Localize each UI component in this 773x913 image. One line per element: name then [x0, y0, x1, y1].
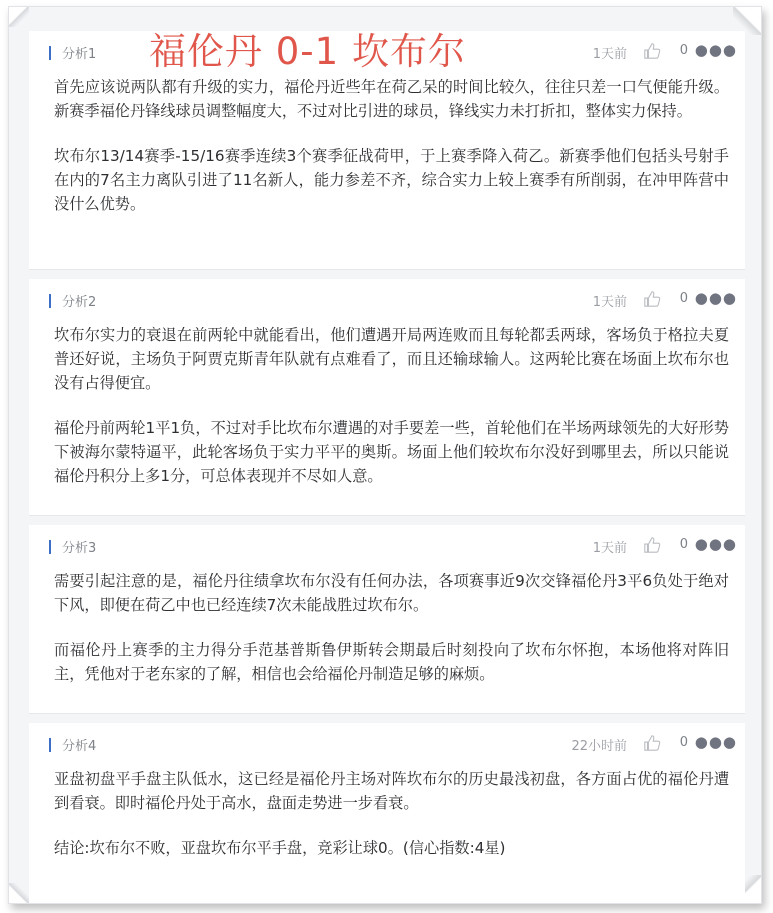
analysis-card-4 — [29, 723, 745, 903]
accent-bar — [49, 738, 51, 752]
card-label: 分析2 — [62, 295, 97, 310]
like-count: 0 — [679, 537, 688, 552]
card-header — [29, 525, 745, 569]
paragraph: 需要引起注意的是，福伦丹往绩拿坎布尔没有任何办法，各项赛事近9次交锋福伦丹3平6负处于绝对下风，即便在荷乙中也已经连续7次未能战胜过坎布尔。 — [54, 572, 729, 614]
card-header — [29, 279, 745, 323]
paragraph: 福伦丹前两轮1平1负，不过对手比坎布尔遭遇的对手要差一些，首轮他们在半场两球领先的大好形势下被海尔蒙特逼平，此轮客场负于实力平平的奥斯。场面上他们较坎布尔没好到哪里去，所以只能说福伦丹积分上多1分，可总体表现并不尽如人意。 — [54, 419, 729, 485]
card-timestamp: 22小时前 — [571, 739, 627, 754]
paragraph: 而福伦丹上赛季的主力得分手范基普斯鲁伊斯转会期最后时刻投向了坎布尔怀抱，本场他将对阵旧主，凭他对于老东家的了解，相信也会给福伦丹制造足够的麻烦。 — [54, 641, 729, 683]
page-curl-bottom-left — [8, 883, 29, 904]
more-dots-icon[interactable]: ●●● — [694, 733, 737, 751]
more-dots-icon[interactable]: ●●● — [694, 289, 737, 307]
analysis-card-3 — [29, 525, 745, 714]
thumbs-up-icon[interactable] — [643, 536, 661, 554]
paragraph: 坎布尔13/14赛季-15/16赛季连续3个赛季征战荷甲，于上赛季降入荷乙。新赛季他们包括头号射手在内的7名主力离队引进了11名新人，能力参差不齐，综合实力上较上赛季有所削弱，在冲甲阵营中没什么优势。 — [54, 147, 729, 213]
more-dots-icon[interactable]: ●●● — [694, 535, 737, 553]
thumbs-up-icon[interactable] — [643, 734, 661, 752]
analysis-card-2 — [29, 279, 745, 516]
paragraph: 结论:坎布尔不败，亚盘坎布尔平手盘，竞彩让球0。(信心指数:4星) — [54, 839, 506, 857]
accent-bar — [49, 46, 51, 60]
page-curl-top-left — [8, 6, 29, 27]
card-header — [29, 723, 745, 767]
more-dots-icon[interactable]: ●●● — [694, 41, 737, 59]
page-title: 福伦丹 0-1 坎布尔 — [149, 30, 466, 73]
card-timestamp: 1天前 — [592, 47, 627, 62]
card-label: 分析1 — [62, 47, 97, 62]
card-timestamp: 1天前 — [592, 541, 627, 556]
accent-bar — [49, 294, 51, 308]
card-label: 分析3 — [62, 541, 97, 556]
like-count: 0 — [679, 735, 688, 750]
paragraph: 亚盘初盘平手盘主队低水，这已经是福伦丹主场对阵坎布尔的历史最浅初盘，各方面占优的福伦丹遭到看衰。即时福伦丹处于高水，盘面走势进一步看衰。 — [54, 770, 729, 812]
thumbs-up-icon[interactable] — [643, 290, 661, 308]
paragraph: 坎布尔实力的衰退在前两轮中就能看出，他们遭遇开局两连败而且每轮都丢两球，客场负于格拉夫夏普还好说，主场负于阿贾克斯青年队就有点难看了，而且还输球输人。这两轮比赛在场面上坎布尔也没有占得便宜。 — [54, 326, 729, 392]
screenshot-frame — [8, 6, 762, 904]
card-timestamp: 1天前 — [592, 295, 627, 310]
like-count: 0 — [679, 291, 688, 306]
accent-bar — [49, 540, 51, 554]
card-label: 分析4 — [62, 739, 97, 754]
paragraph: 首先应该说两队都有升级的实力，福伦丹近些年在荷乙呆的时间比较久，往往只差一口气便能升级。新赛季福伦丹锋线球员调整幅度大，不过对比引进的球员，锋线实力未打折扣，整体实力保持。 — [54, 78, 729, 120]
thumbs-up-icon[interactable] — [643, 42, 661, 60]
like-count: 0 — [679, 43, 688, 58]
